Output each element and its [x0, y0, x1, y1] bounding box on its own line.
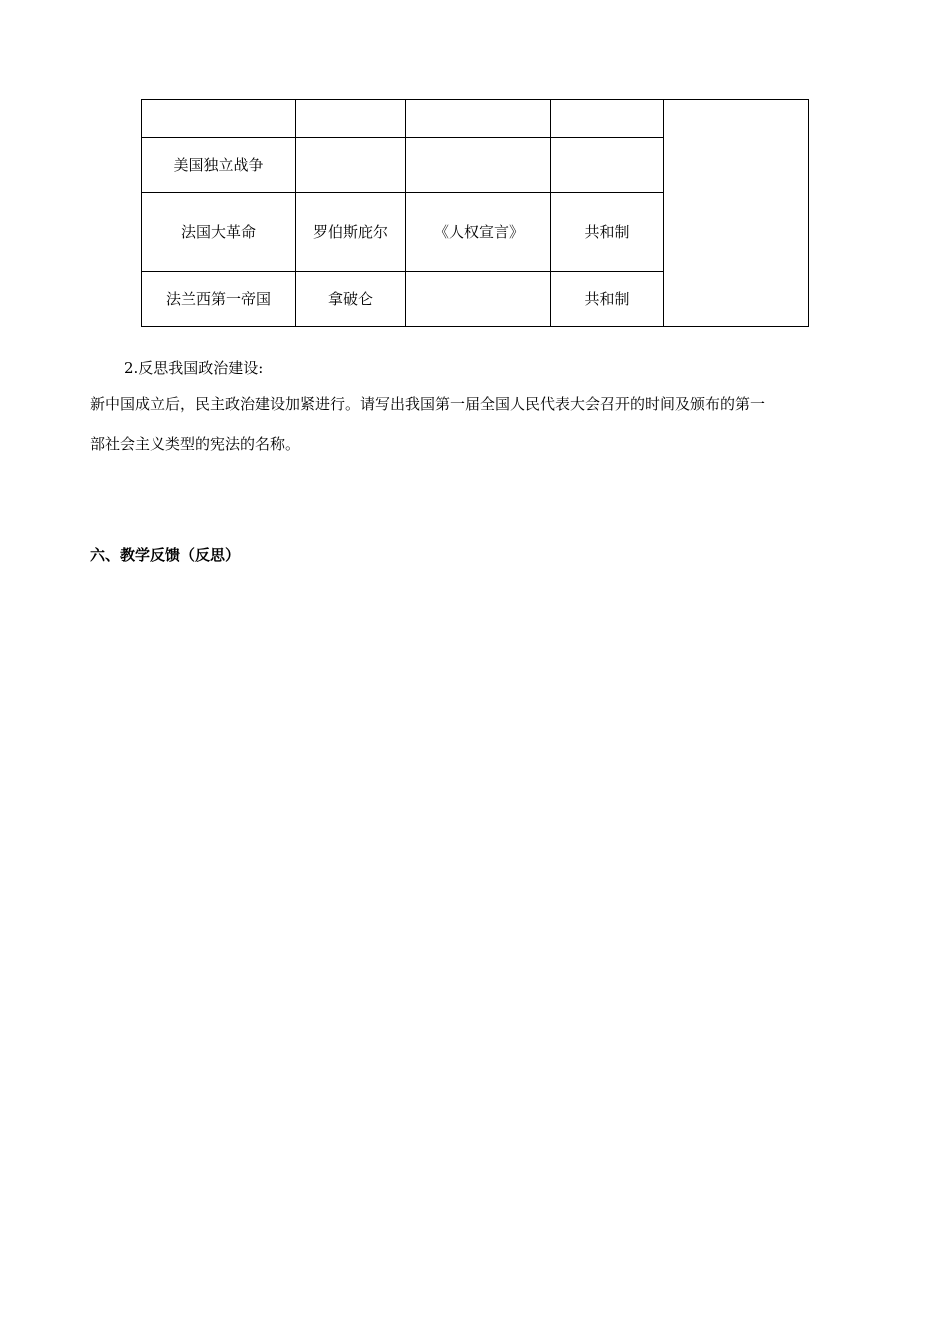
table-cell: 《人权宣言》 — [406, 193, 551, 272]
table-cell — [551, 100, 664, 138]
table-cell — [142, 100, 296, 138]
table-merged-cell — [664, 100, 809, 327]
table-row — [142, 100, 809, 138]
table-cell: 法兰西第一帝国 — [142, 272, 296, 327]
table-cell — [551, 138, 664, 193]
table-cell: 美国独立战争 — [142, 138, 296, 193]
table-cell: 共和制 — [551, 272, 664, 327]
table-cell: 拿破仑 — [296, 272, 406, 327]
question-2-heading: 2.反思我国政治建设: — [124, 359, 264, 377]
section-6-heading: 六、教学反馈（反思） — [90, 546, 241, 564]
table-cell: 罗伯斯庇尔 — [296, 193, 406, 272]
table-cell — [406, 138, 551, 193]
table-cell: 法国大革命 — [142, 193, 296, 272]
table-cell: 共和制 — [551, 193, 664, 272]
question-2-text-line-2: 部社会主义类型的宪法的名称。 — [90, 435, 301, 453]
table-cell — [296, 100, 406, 138]
table-cell — [296, 138, 406, 193]
question-2-text-line-1: 新中国成立后，民主政治建设加紧进行。请写出我国第一届全国人民代表大会召开的时间及颁布的第一 — [90, 395, 766, 413]
table-cell — [406, 100, 551, 138]
table-cell — [406, 272, 551, 327]
history-table — [141, 99, 809, 327]
